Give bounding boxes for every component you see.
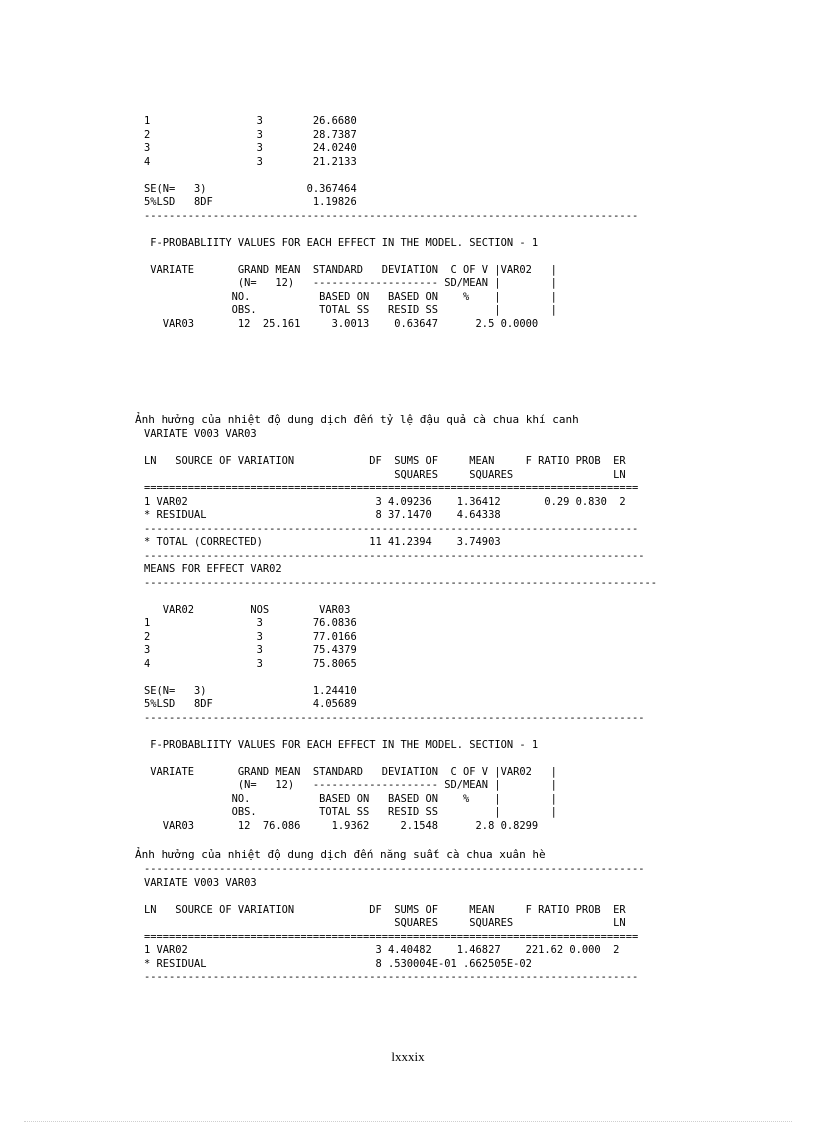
page-bottom-divider [24,1121,792,1122]
section-heading-yield: Ảnh hưởng của nhiệt độ dung dịch đến năng suất cà chua xuân hè [135,848,546,861]
anova-output-block-3: -------------------------------------------------------------------------------- VARIATE V003 VAR03 LN SOURCE OF VARIATION DF SUMS OF MEAN F RATIO PROB ER SQUARES SQUARES LN =============================================================================== 1 VAR02 3 4.40482 1.46827 221.62 0.000 2 * RESIDUAL 8 .530004E-01 .662505E-02 ------------------------------------------------------------------------------- [144,863,645,983]
anova-output-block-2: VARIATE V003 VAR03 LN SOURCE OF VARIATION DF SUMS OF MEAN F RATIO PROB ER SQUARES SQUARES LN =============================================================================== 1 VAR02 3 4.09236 1.36412 0.29 0.830 2 * RESIDUAL 8 37.1470 4.64338 ------------------------------------------------------------------------------- * TOTAL (CORRECTED) 11 41.2394 3.74903 -------------------------------------------------------------------------------- MEANS FOR EFFECT VAR02 ---------------------------------------------------------------------------------- VAR02 NOS VAR03 1 3 76.0836 2 3 77.0166 3 3 75.4379 4 3 75.8065 SE(N= 3) 1.24410 5%LSD 8DF 4.05689 -------------------------------------------------------------------------------- F-PROBABLIITY VALUES FOR EACH EFFECT IN THE MODEL. SECTION - 1 VARIATE GRAND MEAN STANDARD DEVIATION C OF V |VAR02 | (N= 12) -------------------- SD/MEAN | | NO. BASED ON BASED ON % | | OBS. TOTAL SS RESID SS | | VAR03 12 76.086 1.9362 2.1548 2.8 0.8299 [144,428,657,832]
anova-output-block-1: 1 3 26.6680 2 3 28.7387 3 3 24.0240 4 3 21.2133 SE(N= 3) 0.367464 5%LSD 8DF 1.19826 ------------------------------------------------------------------------------- F-PROBABLIITY VALUES FOR EACH EFFECT IN THE MODEL. SECTION - 1 VARIATE GRAND MEAN STANDARD DEVIATION C OF V |VAR02 | (N= 12) -------------------- SD/MEAN | | NO. BASED ON BASED ON % | | OBS. TOTAL SS RESID SS | | VAR03 12 25.161 3.0013 0.63647 2.5 0.0000 [144,115,639,330]
page-number: lxxxix [391,1049,425,1064]
section-heading-fruit-set: Ảnh hưởng của nhiệt độ dung dịch đến tỷ lệ đậu quả cà chua khí canh [135,413,579,426]
